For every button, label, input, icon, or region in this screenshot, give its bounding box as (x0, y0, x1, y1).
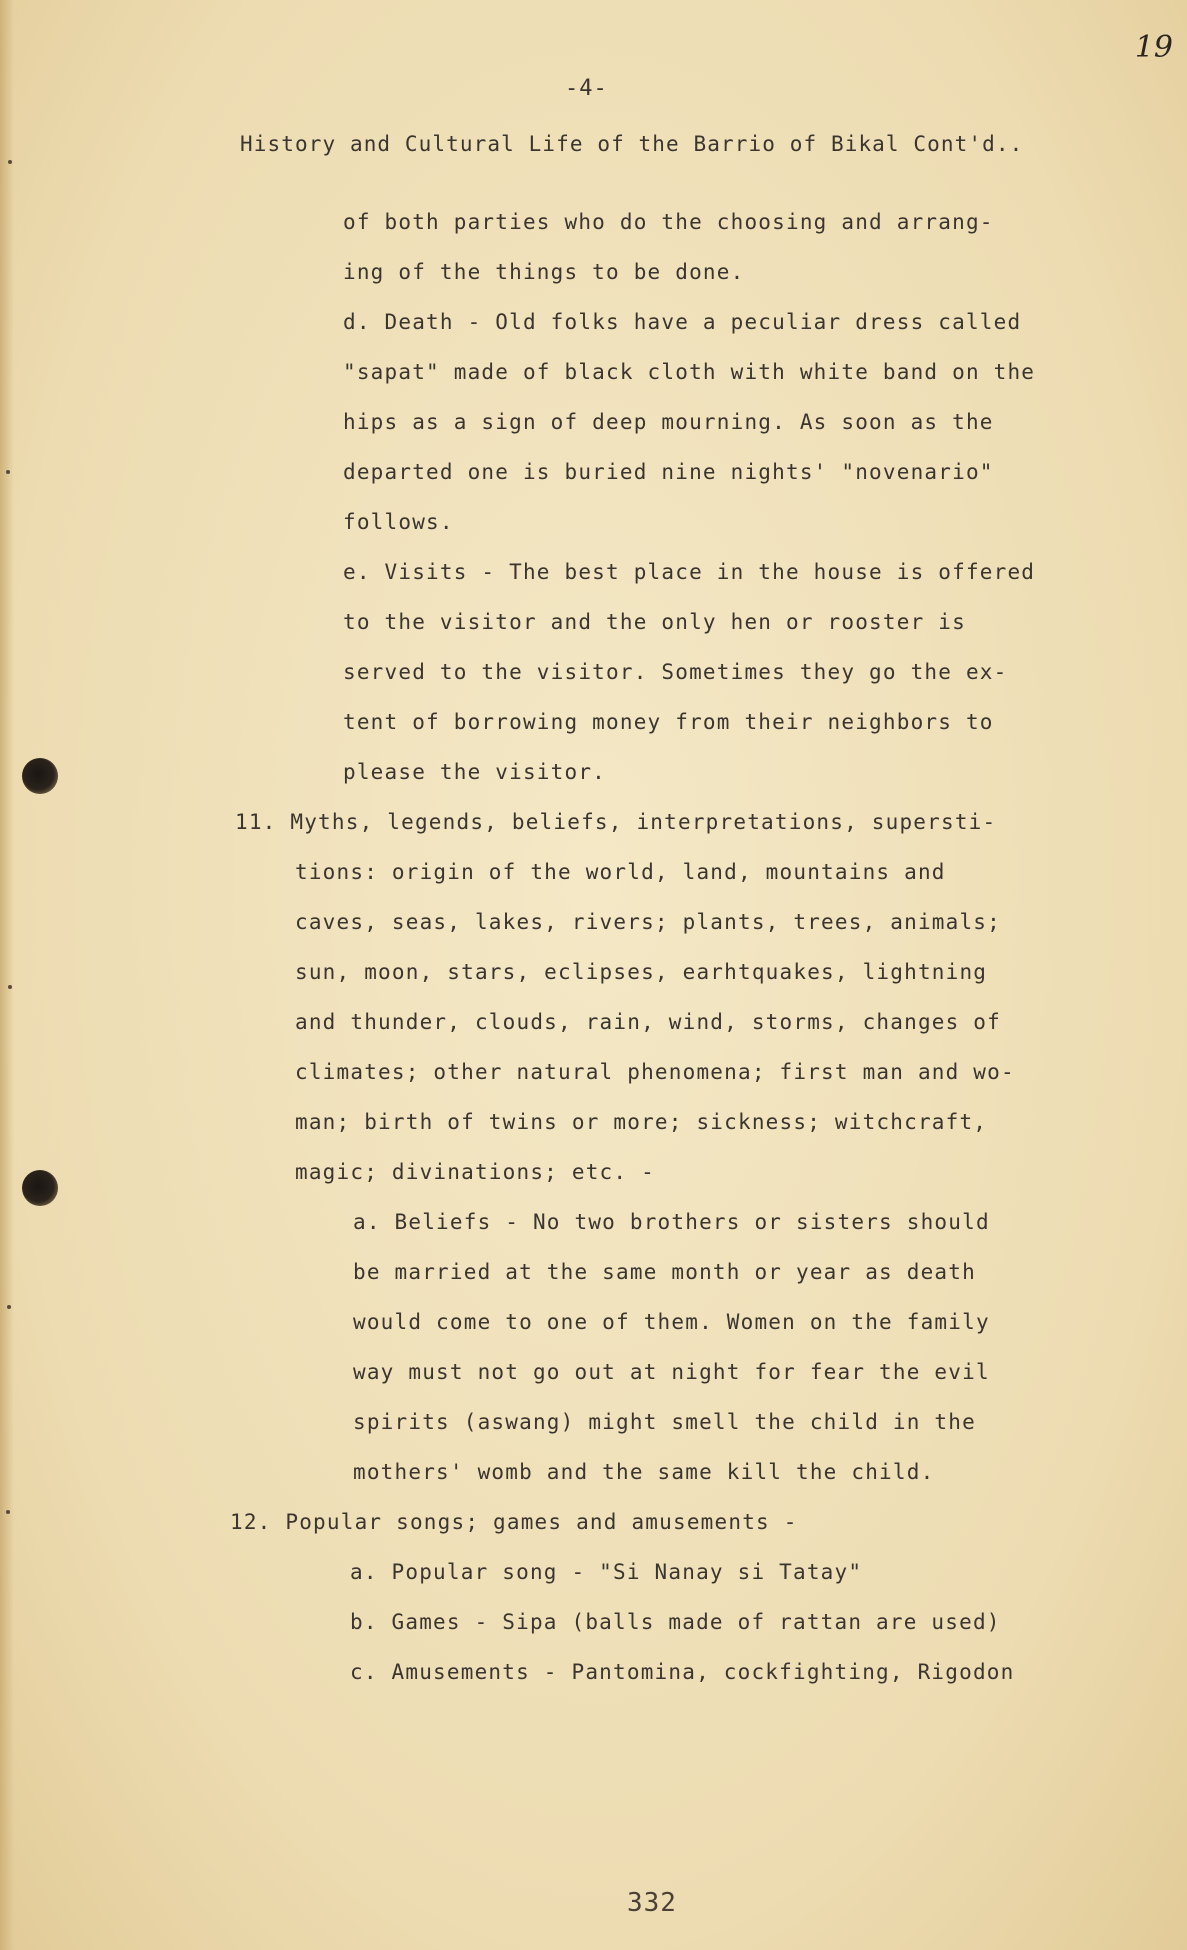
text-line: tent of borrowing money from their neighbors to (343, 710, 994, 734)
text-line: "sapat" made of black cloth with white band on the (343, 360, 1036, 384)
page-edge-shadow (0, 0, 14, 1950)
text-line: to the visitor and the only hen or rooster is (343, 610, 966, 634)
text-line: way must not go out at night for fear the evil (353, 1360, 990, 1384)
paper-speck (8, 985, 12, 989)
text-line: please the visitor. (343, 760, 607, 784)
section-heading-12: 12. Popular songs; games and amusements - (230, 1510, 798, 1534)
text-line: climates; other natural phenomena; first man and wo- (295, 1060, 1015, 1084)
text-line: a. Beliefs - No two brothers or sisters should (353, 1210, 990, 1234)
footer-page-number: 332 (627, 1888, 677, 1918)
paper-speck (6, 470, 10, 474)
text-line: and thunder, clouds, rain, wind, storms, changes of (295, 1010, 1001, 1034)
text-line: hips as a sign of deep mourning. As soon as the (343, 410, 994, 434)
text-line: tions: origin of the world, land, mountains and (295, 860, 946, 884)
text-line: b. Games - Sipa (balls made of rattan are used) (350, 1610, 1001, 1634)
text-line: magic; divinations; etc. - (295, 1160, 655, 1184)
paper-speck (7, 1305, 11, 1309)
corner-handwritten-mark: 19 (1134, 30, 1173, 65)
punch-hole (22, 758, 58, 794)
text-line: would come to one of them. Women on the family (353, 1310, 990, 1334)
paper-speck (8, 160, 12, 164)
section-heading-11: 11. Myths, legends, beliefs, interpretations, supersti- (235, 810, 997, 834)
text-line: departed one is buried nine nights' "novenario" (343, 460, 994, 484)
text-line: d. Death - Old folks have a peculiar dress called (343, 310, 1022, 334)
document-header: History and Cultural Life of the Barrio of Bikal Cont'd.. (240, 132, 1024, 156)
paper-speck (6, 1510, 10, 1514)
text-line: spirits (aswang) might smell the child in the (353, 1410, 976, 1434)
text-line: c. Amusements - Pantomina, cockfighting, Rigodon (350, 1660, 1015, 1684)
text-line: a. Popular song - "Si Nanay si Tatay" (350, 1560, 863, 1584)
text-line: ing of the things to be done. (343, 260, 745, 284)
text-line: of both parties who do the choosing and arrang- (343, 210, 994, 234)
text-line: caves, seas, lakes, rivers; plants, trees, animals; (295, 910, 1001, 934)
text-line: served to the visitor. Sometimes they go the ex- (343, 660, 1008, 684)
text-line: follows. (343, 510, 454, 534)
text-line: be married at the same month or year as death (353, 1260, 976, 1284)
text-line: man; birth of twins or more; sickness; witchcraft, (295, 1110, 988, 1134)
text-line: mothers' womb and the same kill the child. (353, 1460, 935, 1484)
text-line: sun, moon, stars, eclipses, earhtquakes, lightning (295, 960, 988, 984)
punch-hole (22, 1170, 58, 1206)
text-line: e. Visits - The best place in the house is offered (343, 560, 1036, 584)
page-number: -4- (565, 76, 608, 101)
